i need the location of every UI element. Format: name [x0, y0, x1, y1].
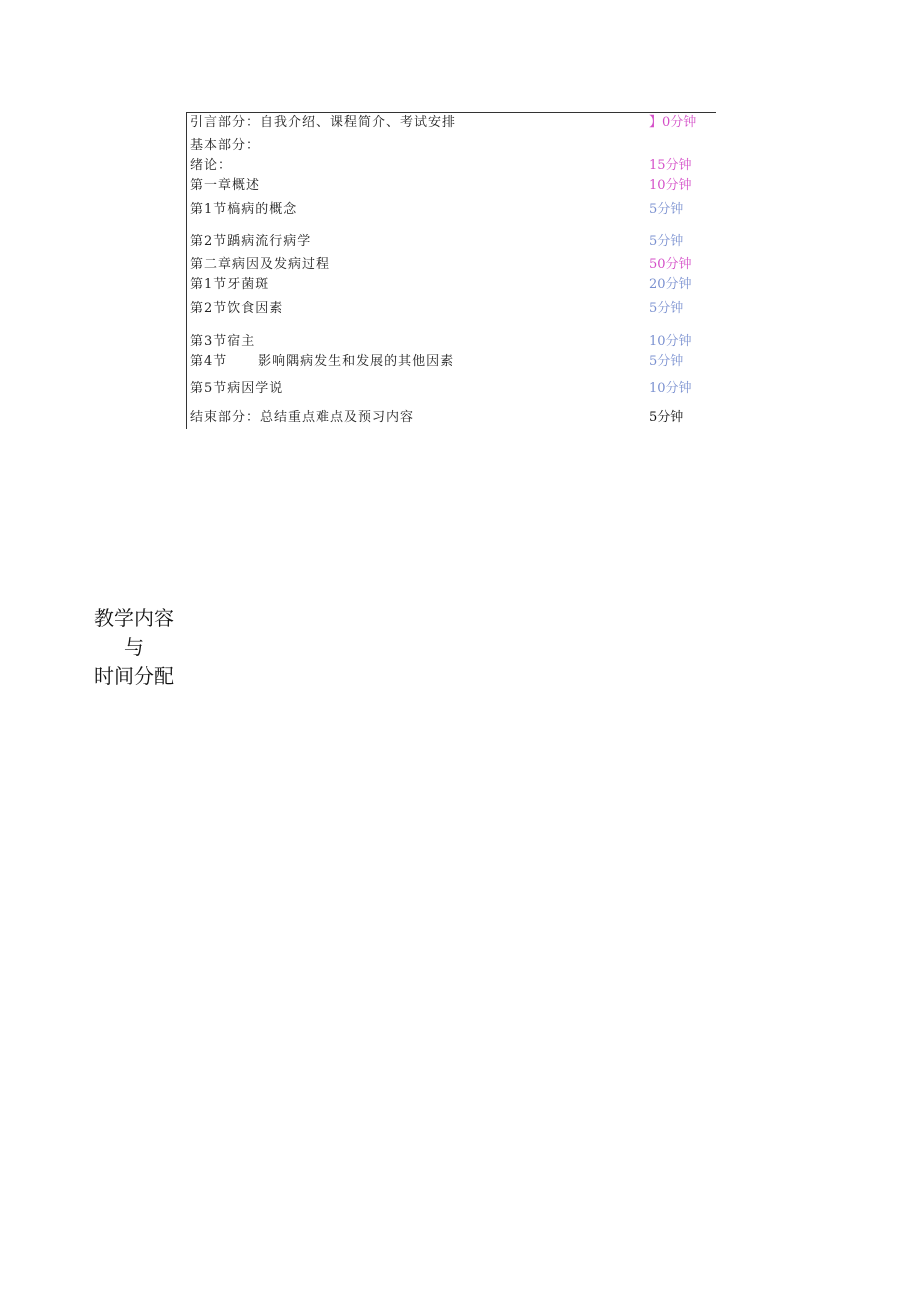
row-duration: 】0分钟	[649, 115, 697, 130]
row-label: 引言部分：自我介绍、课程简介、考试安排	[190, 115, 457, 130]
row-label: 第1节槁病的概念	[190, 202, 298, 217]
row-duration: 15分钟	[649, 158, 692, 173]
schedule-row-ch1-sec2	[190, 233, 715, 251]
row-label: 第二章病因及发病过程	[190, 257, 331, 272]
section-heading-line: 与	[124, 635, 144, 659]
row-label: 第2节饮食因素	[190, 301, 284, 316]
schedule-row-introduction	[190, 157, 715, 175]
section-heading	[88, 604, 180, 691]
schedule-row-ch2-sec5	[190, 380, 715, 398]
row-label: 第3节宿主	[190, 334, 256, 349]
section-heading-line: 教学内容	[94, 606, 174, 630]
schedule-row-ch2-sec3	[190, 333, 715, 351]
section-heading-line: 时间分配	[94, 664, 174, 688]
row-duration: 50分钟	[649, 257, 692, 272]
schedule-row-intro	[190, 114, 715, 132]
schedule-row-chapter-2	[190, 256, 715, 274]
row-label: 第2节踽病流行病学	[190, 234, 312, 249]
row-duration: 5分钟	[649, 410, 684, 425]
row-duration: 10分钟	[649, 334, 692, 349]
row-label: 第一章概述	[190, 178, 261, 193]
row-duration: 5分钟	[649, 202, 684, 217]
row-duration: 5分钟	[649, 234, 684, 249]
row-duration: 10分钟	[649, 178, 692, 193]
schedule-row-basic	[190, 137, 715, 155]
schedule-row-ch2-sec2	[190, 300, 715, 318]
row-duration: 5分钟	[649, 354, 684, 369]
row-duration: 10分钟	[649, 381, 692, 396]
schedule-row-chapter-1	[190, 177, 715, 195]
schedule-row-ch1-sec1	[190, 201, 715, 219]
row-duration: 20分钟	[649, 277, 692, 292]
schedule-row-ch2-sec4	[190, 353, 715, 371]
row-label: 结束部分：总结重点难点及预习内容	[190, 410, 415, 425]
row-duration: 5分钟	[649, 301, 684, 316]
schedule-row-ch2-sec1	[190, 276, 715, 294]
row-label: 绪论：	[190, 158, 233, 173]
row-label: 第4节 影响隅病发生和发展的其他因素	[190, 354, 455, 369]
schedule-row-closing	[190, 409, 715, 427]
row-label: 第5节病因学说	[190, 381, 284, 396]
row-label: 基本部分：	[190, 138, 261, 153]
row-label: 第1节牙菌斑	[190, 277, 270, 292]
